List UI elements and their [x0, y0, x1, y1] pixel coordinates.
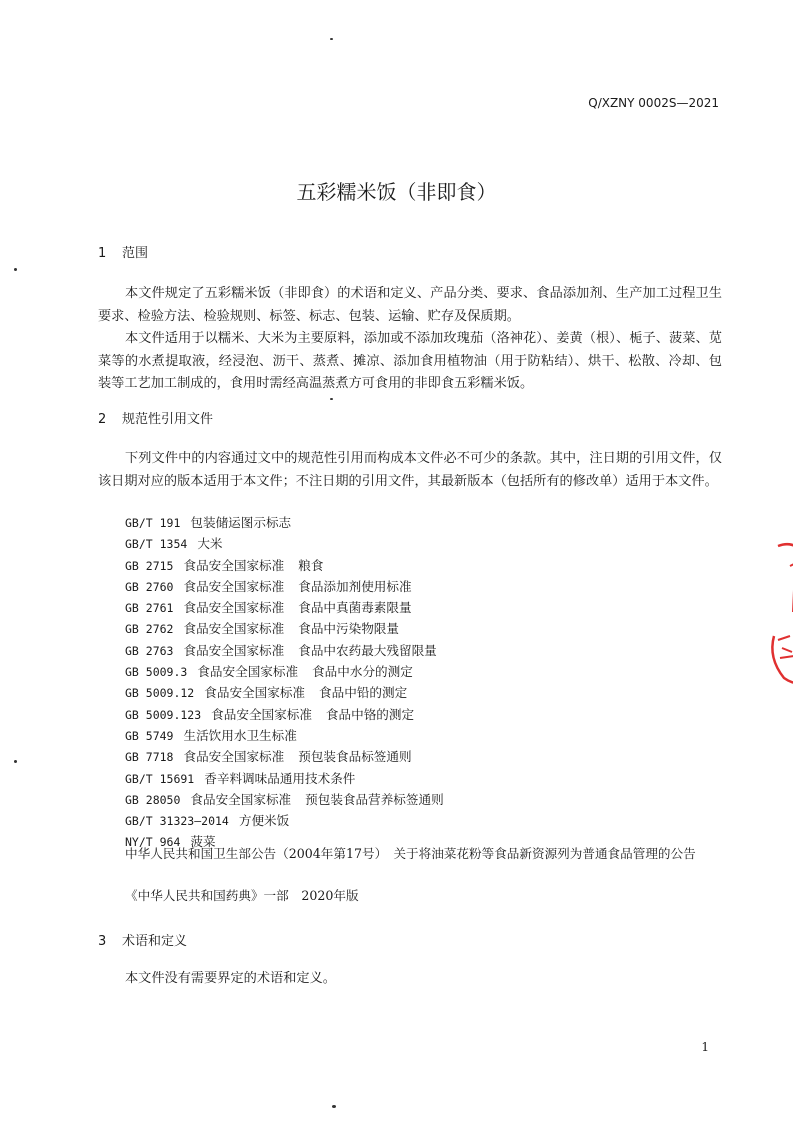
reference-title: 方便米饭 — [238, 813, 290, 829]
section-2-intro: 下列文件中的内容通过文中的规范性引用而构成本文件必不可少的条款。其中，注日期的引用文件，仅该日期对应的版本适用于本文件；不注日期的引用文件，其最新版本（包括所有的修改单）适用于本文件。 — [98, 451, 722, 489]
reference-subtitle: 食品中水分的测定 — [312, 664, 413, 680]
reference-title: 食品安全国家标准 — [183, 578, 285, 594]
scan-speck — [332, 1105, 336, 1108]
reference-title: 大米 — [197, 536, 223, 552]
reference-subtitle: 食品中污染物限量 — [298, 621, 399, 637]
scan-speck — [330, 398, 333, 400]
reference-item — [125, 640, 444, 661]
reference-subtitle: 食品中真菌毒素限量 — [298, 600, 412, 616]
reference-item — [125, 810, 444, 831]
page-title: 五彩糯米饭（非即食） — [296, 180, 497, 204]
scan-speck — [14, 760, 17, 763]
reference-code: GB 5009.123 — [125, 707, 202, 722]
reference-item — [125, 661, 444, 682]
reference-code: GB 2760 — [125, 579, 174, 594]
reference-title: 香辛料调味品通用技术条件 — [204, 770, 356, 786]
reference-code: GB 2761 — [125, 601, 174, 616]
reference-code: GB/T 31323—2014 — [125, 814, 229, 829]
reference-title: 食品安全国家标准 — [183, 557, 285, 573]
seal-stamp — [764, 540, 793, 690]
section-3-heading — [98, 930, 187, 949]
section-1-heading — [98, 242, 148, 261]
reference-subtitle: 食品中农药最大残留限量 — [298, 642, 437, 658]
section-1-paragraph-1: 本文件规定了五彩糯米饭（非即食）的术语和定义、产品分类、要求、食品添加剂、生产加工过程卫生要求、检验方法、检验规则、标签、标志、包装、运输、贮存及保质期。 — [98, 286, 722, 324]
reference-code: GB 5009.12 — [125, 686, 195, 701]
reference-subtitle: 预包装食品标签通则 — [298, 749, 412, 765]
reference-code: GB 2762 — [125, 622, 174, 637]
reference-pharmacopoeia: 《中华人民共和国药典》一部 2020年版 — [125, 888, 359, 903]
reference-title: 食品安全国家标准 — [183, 621, 285, 637]
reference-item — [125, 746, 444, 767]
scan-speck — [330, 38, 333, 40]
reference-item — [125, 704, 444, 725]
reference-code: NY/T 964 — [125, 835, 181, 850]
reference-announcement: 中华人民共和国卫生部公告（2004年第17号） 关于将油菜花粉等食品新资源列为普通食品管理的公告 — [125, 846, 696, 861]
reference-code: GB 7718 — [125, 750, 174, 765]
scan-speck — [14, 268, 17, 271]
page-number: 1 — [701, 1040, 709, 1054]
reference-title: 生活饮用水卫生标准 — [183, 727, 297, 743]
document-code: Q/XZNY 0002S—2021 — [588, 96, 719, 110]
reference-item — [125, 576, 444, 597]
section-2-number: 2 — [98, 412, 107, 427]
reference-title: 食品安全国家标准 — [183, 749, 285, 765]
reference-title: 食品安全国家标准 — [204, 685, 305, 701]
reference-list — [125, 512, 444, 853]
reference-subtitle: 食品中铬的测定 — [325, 706, 415, 722]
section-3-title: 术语和定义 — [122, 934, 188, 949]
section-1-number: 1 — [98, 246, 107, 261]
reference-title: 食品安全国家标准 — [211, 706, 312, 722]
reference-code: GB 5009.3 — [125, 665, 188, 680]
reference-code: GB 5749 — [125, 728, 174, 743]
reference-item — [125, 725, 444, 746]
section-1-title: 范围 — [122, 246, 149, 261]
reference-subtitle: 食品中铅的测定 — [319, 685, 408, 701]
reference-item — [125, 597, 444, 618]
reference-title: 食品安全国家标准 — [197, 664, 299, 680]
reference-title: 食品安全国家标准 — [190, 791, 292, 807]
reference-code: GB/T 15691 — [125, 771, 195, 786]
reference-code: GB 2715 — [125, 558, 174, 573]
reference-code: GB 2763 — [125, 643, 174, 658]
reference-item — [125, 682, 444, 703]
section-3-number: 3 — [98, 934, 107, 949]
reference-code: GB/T 191 — [125, 516, 181, 530]
reference-subtitle: 粮食 — [298, 557, 324, 573]
section-3-paragraph: 本文件没有需要界定的术语和定义。 — [125, 971, 336, 986]
reference-subtitle: 预包装食品营养标签通则 — [305, 791, 444, 807]
reference-subtitle: 食品添加剂使用标准 — [298, 578, 412, 594]
reference-item — [125, 512, 444, 533]
reference-title: 食品安全国家标准 — [183, 642, 285, 658]
reference-title: 食品安全国家标准 — [183, 600, 285, 616]
reference-item — [125, 768, 444, 789]
reference-title: 菠菜 — [190, 834, 216, 850]
reference-title: 包装储运图示标志 — [190, 515, 292, 530]
reference-item — [125, 789, 444, 810]
reference-item — [125, 555, 444, 576]
section-1-paragraph-2: 本文件适用于以糯米、大米为主要原料，添加或不添加玫瑰茄（洛神花）、姜黄（根）、栀子、菠菜、苋菜等的水煮提取液，经浸泡、沥干、蒸煮、摊凉、添加食用植物油（用于防粘结）、烘干、松散、冷却、包装等工艺加工制成的，食用时需经高温蒸煮方可食用的非即食五彩糯米饭。 — [98, 331, 722, 391]
reference-code: GB/T 1354 — [125, 537, 188, 552]
section-2-title: 规范性引用文件 — [122, 412, 214, 427]
section-2-heading — [98, 408, 213, 427]
reference-code: GB 28050 — [125, 792, 181, 807]
reference-item — [125, 618, 444, 639]
reference-item — [125, 533, 444, 554]
